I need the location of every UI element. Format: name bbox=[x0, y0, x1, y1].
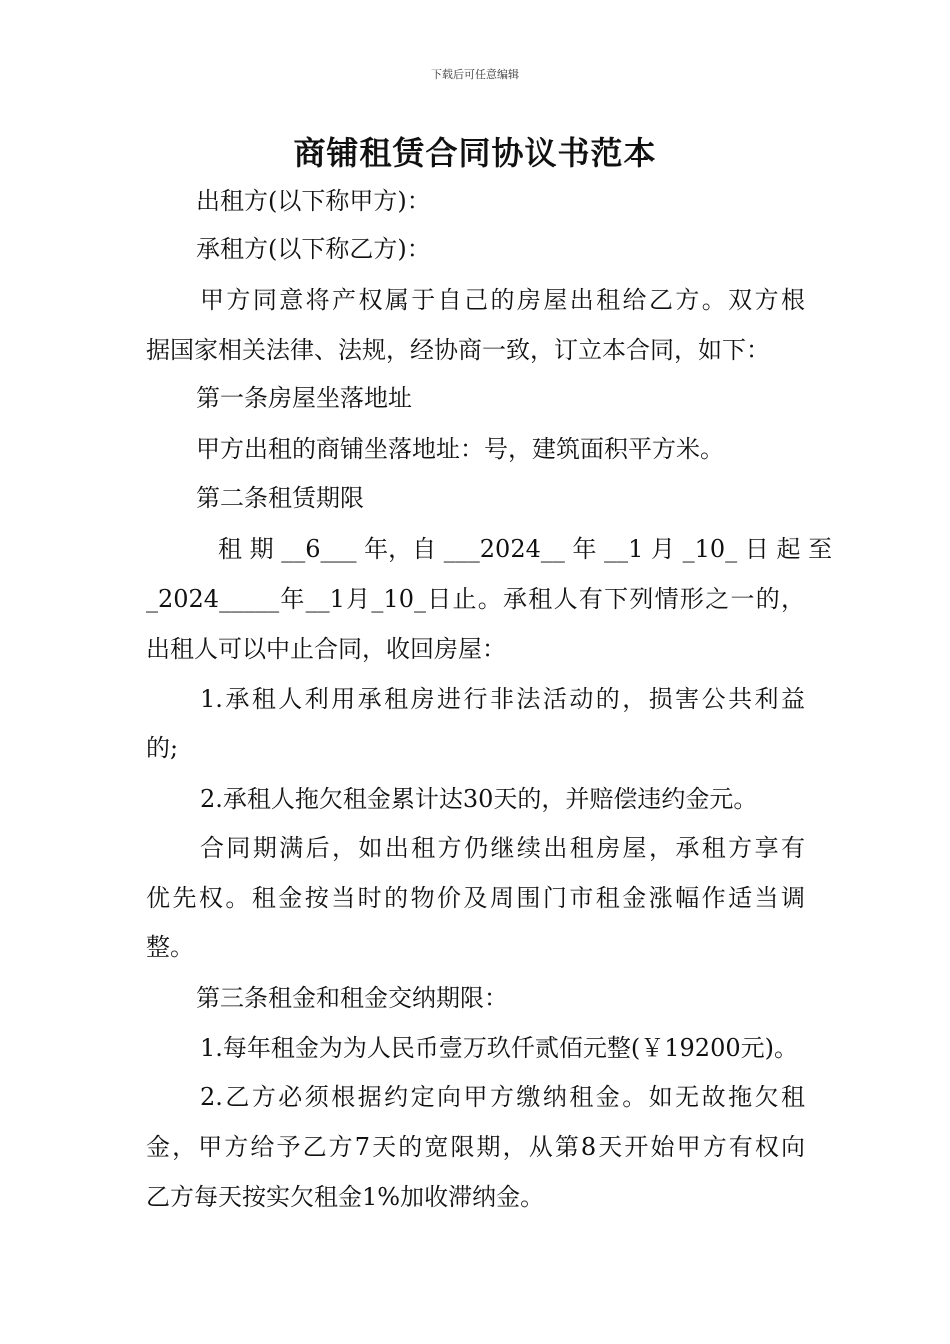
section-heading: 第三条租金和租金交纳期限： bbox=[196, 984, 508, 1012]
paragraph-line: 合同期满后，如出租方仍继续出租房屋，承租方享有 bbox=[200, 834, 805, 862]
list-item: 2.承租人拖欠租金累计达30天的，并赔偿违约金元。 bbox=[200, 785, 758, 813]
section-heading: 第一条房屋坐落地址 bbox=[196, 384, 412, 412]
paragraph-line: 承租方(以下称乙方)： bbox=[196, 235, 431, 263]
paragraph-line: 据国家相关法律、法规，经协商一致，订立本合同，如下： bbox=[146, 336, 770, 364]
paragraph-line: 租 期 __6___ 年，自 ___2024__ 年 __1 月 _10_ 日 起 至 bbox=[218, 535, 833, 563]
section-heading: 第二条租赁期限 bbox=[196, 484, 364, 512]
document-title: 商铺租赁合同协议书范本 bbox=[293, 134, 657, 172]
paragraph-line: 乙方每天按实欠租金1%加收滞纳金。 bbox=[146, 1183, 545, 1211]
paragraph-line: 甲方出租的商铺坐落地址：号，建筑面积平方米。 bbox=[196, 435, 724, 463]
list-item: 1.承租人利用承租房进行非法活动的，损害公共利益 bbox=[200, 685, 805, 713]
paragraph-line: 出租方(以下称甲方)： bbox=[196, 187, 431, 215]
paragraph-line: 出租人可以中止合同，收回房屋： bbox=[146, 635, 506, 663]
paragraph-line: 甲方同意将产权属于自己的房屋出租给乙方。双方根 bbox=[200, 286, 805, 314]
list-item: 1.每年租金为为人民币壹万玖仟贰佰元整(￥19200元)。 bbox=[200, 1034, 798, 1062]
paragraph-line: _2024_____年__1月_10_日止。承租人有下列情形之一的， bbox=[146, 585, 805, 613]
paragraph-line: 整。 bbox=[146, 933, 194, 961]
page-header: 下载后可任意编辑 bbox=[431, 68, 519, 81]
paragraph-line: 优先权。租金按当时的物价及周围门市租金涨幅作适当调 bbox=[146, 884, 805, 912]
list-item: 2.乙方必须根据约定向甲方缴纳租金。如无故拖欠租 bbox=[200, 1083, 805, 1111]
paragraph-line: 的; bbox=[146, 734, 179, 762]
paragraph-line: 金，甲方给予乙方7天的宽限期，从第8天开始甲方有权向 bbox=[146, 1133, 805, 1161]
